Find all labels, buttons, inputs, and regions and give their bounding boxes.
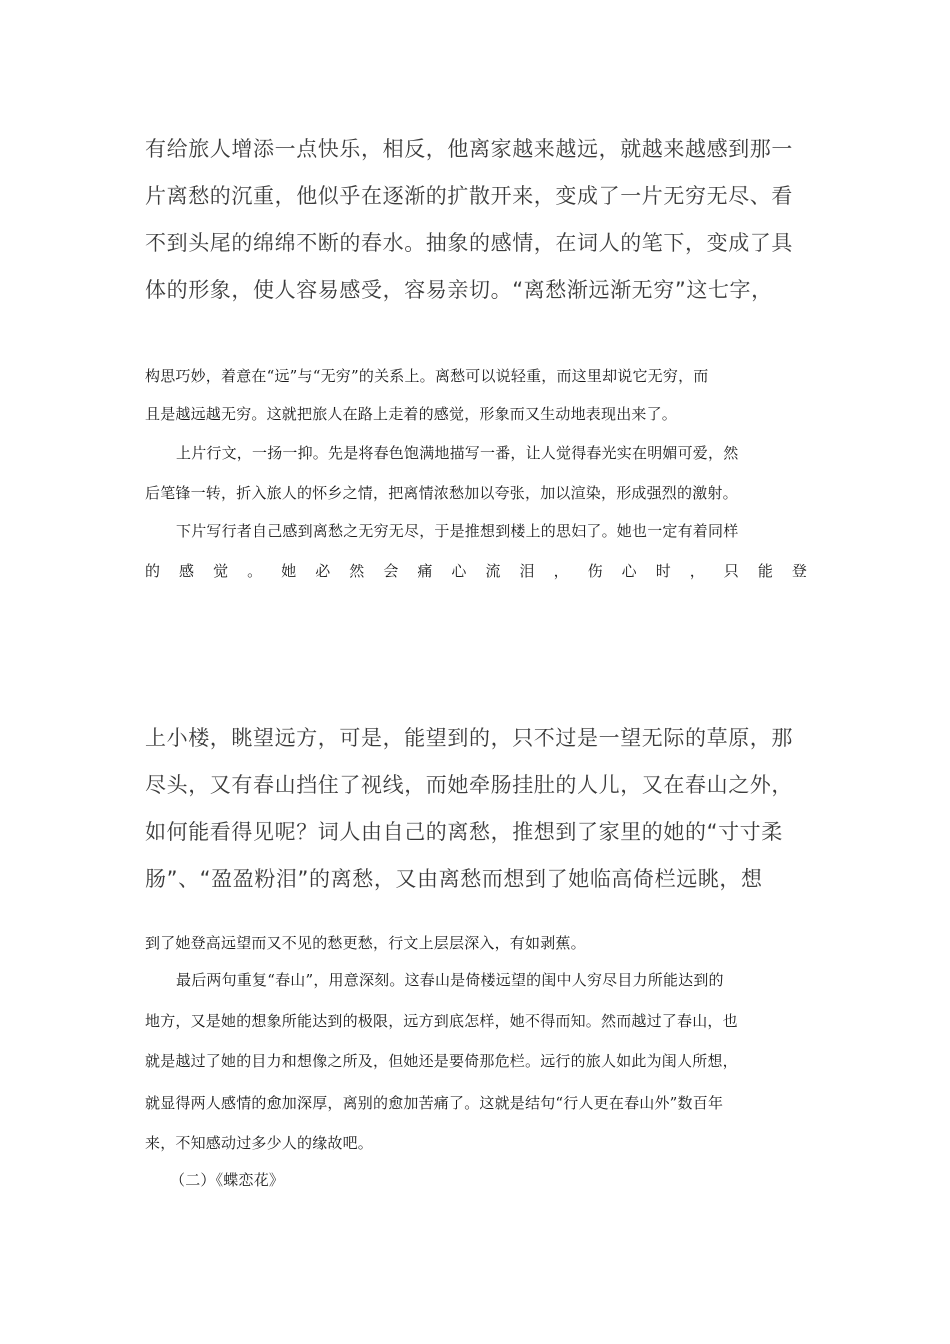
char: 然 (349, 562, 365, 580)
paragraph-line: 下片写行者自己感到离愁之无穷无尽，于是推想到楼上的思妇了。她也一定有着同样 (176, 522, 739, 540)
paragraph-line: 如何能看得见呢？词人由自己的离愁，推想到了家里的她的“寸寸柔 (145, 820, 783, 844)
char: 的 (145, 562, 161, 580)
char: 泪 (519, 562, 535, 580)
paragraph-line: 到了她登高远望而又不见的愁更愁，行文上层层深入，有如剥蕉。 (145, 934, 586, 952)
paragraph-line: 上片行文，一扬一抑。先是将春色饱满地描写一番，让人觉得春光实在明媚可爱，然 (176, 444, 739, 462)
justified-line (145, 564, 807, 579)
char: 。 (247, 562, 263, 580)
paragraph-line: 地方，又是她的想象所能达到的极限，远方到底怎样，她不得而知。然而越过了春山，也 (145, 1012, 738, 1030)
char: ， (553, 562, 569, 580)
paragraph-line: 片离愁的沉重，他似乎在逐渐的扩散开来，变成了一片无穷无尽、看 (145, 184, 793, 208)
paragraph-line: 来，不知感动过多少人的缘故吧。 (145, 1134, 374, 1152)
char: 流 (485, 562, 501, 580)
char: 登 (791, 562, 807, 580)
section-heading: （二）《蝶恋花》 (170, 1171, 285, 1189)
paragraph-line: 后笔锋一转，折入旅人的怀乡之情，把离情浓愁加以夸张，加以渲染，形成强烈的激射。 (145, 484, 738, 502)
char: 觉 (213, 562, 229, 580)
char: 她 (281, 562, 297, 580)
paragraph-line: 有给旅人增添一点快乐，相反，他离家越来越远，就越来越感到那一 (145, 137, 793, 161)
char: 只 (723, 562, 739, 580)
char: 心 (451, 562, 467, 580)
char: 能 (757, 562, 773, 580)
paragraph-line: 体的形象，使人容易感受，容易亲切。“离愁渐远渐无穷”这七字， (145, 278, 773, 302)
char: 心 (621, 562, 637, 580)
paragraph-line: 且是越远越无穷。这就把旅人在路上走着的感觉，形象而又生动地表现出来了。 (145, 405, 678, 423)
paragraph-line: 就显得两人感情的愈加深厚，离别的愈加苦痛了。这就是结句“行人更在春山外”数百年 (145, 1094, 724, 1112)
char: 感 (179, 562, 195, 580)
paragraph-line: 上小楼，眺望远方，可是，能望到的，只不过是一望无际的草原，那 (145, 726, 793, 750)
char: ， (689, 562, 705, 580)
paragraph-line: 肠”、“盈盈粉泪”的离愁，又由离愁而想到了她临高倚栏远眺，想 (145, 867, 763, 891)
paragraph-line: 尽头，又有春山挡住了视线，而她牵肠挂肚的人儿，又在春山之外， (145, 773, 793, 797)
char: 伤 (587, 562, 603, 580)
char: 痛 (417, 562, 433, 580)
char: 必 (315, 562, 331, 580)
paragraph-line: 就是越过了她的目力和想像之所及，但她还是要倚那危栏。远行的旅人如此为闺人所想， (145, 1052, 738, 1070)
paragraph-line: 不到头尾的绵绵不断的春水。抽象的感情，在词人的笔下，变成了具 (145, 231, 793, 255)
paragraph-line: 最后两句重复“春山”，用意深刻。这春山是倚楼远望的闺中人穷尽目力所能达到的 (176, 971, 724, 989)
char: 会 (383, 562, 399, 580)
char: 时 (655, 562, 671, 580)
paragraph-line: 构思巧妙，着意在“远”与“无穷”的关系上。离愁可以说轻重，而这里却说它无穷，而 (145, 367, 709, 385)
